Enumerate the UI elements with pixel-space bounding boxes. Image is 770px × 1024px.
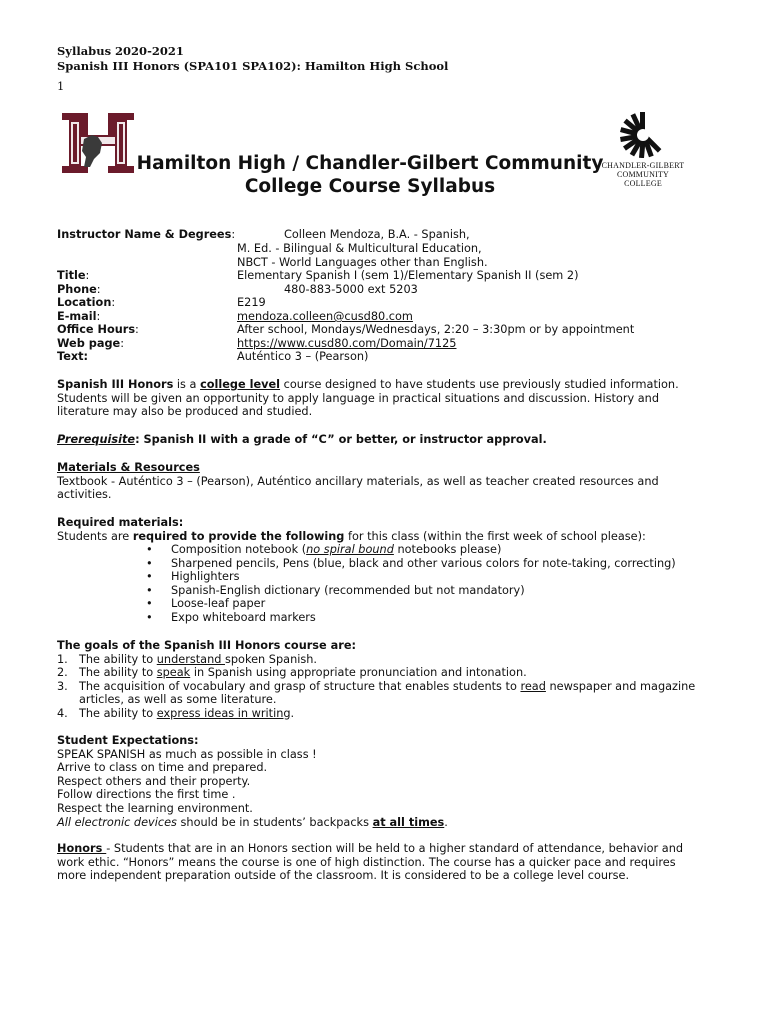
honors-section — [57, 842, 697, 883]
expectation-item: Arrive to class on time and prepared. — [57, 761, 268, 775]
prerequisite — [57, 433, 697, 447]
text-value: Auténtico 3 – (Pearson) — [237, 350, 369, 363]
goal3-underlined: read — [520, 679, 546, 693]
goal1-a: The ability to — [79, 652, 157, 666]
text-row — [57, 350, 88, 363]
item2: Sharpened pencils, Pens (blue, black and other various colors for note-taking, correcting) — [171, 556, 676, 570]
goal3-b: newspaper and magazine articles, as well as some literature. — [79, 679, 696, 707]
list-item — [57, 653, 697, 667]
expectations-section — [57, 734, 697, 829]
goals-heading: The goals of the Spanish III Honors course are: — [57, 639, 357, 652]
list-item — [57, 584, 697, 598]
expectations-heading: Student Expectations: — [57, 734, 199, 747]
college-level-text: college level — [200, 378, 281, 391]
expectation-item: Respect the learning environment. — [57, 801, 253, 815]
header-course-line: Spanish III Honors (SPA101 SPA102): Hamilton High School — [57, 59, 449, 73]
web-page-label: Web page — [57, 337, 121, 350]
email-label: E-mail — [57, 310, 97, 323]
expectation-item — [57, 816, 697, 830]
cgcc-emblem-icon — [618, 110, 668, 158]
phone-value: 480-883-5000 ext 5203 — [284, 283, 418, 296]
cgcc-logo — [598, 110, 688, 188]
title-label: Title — [57, 269, 86, 282]
devices-text: should be in students’ backpacks — [176, 815, 373, 829]
list-item — [57, 680, 697, 707]
course-title-value: Elementary Spanish I (sem 1)/Elementary Spanish II (sem 2) — [237, 269, 579, 282]
title-row: Title: — [57, 269, 90, 282]
course-description — [57, 378, 697, 419]
goal2-a: The ability to — [79, 666, 157, 680]
prerequisite-label: Prerequisite — [57, 433, 136, 446]
devices-emphasis: All electronic devices — [57, 815, 177, 829]
email-row: E-mail: — [57, 310, 101, 323]
goal-number: 1. — [57, 652, 68, 666]
required-intro — [57, 530, 697, 544]
materials-text: Textbook - Auténtico 3 – (Pearson), Auténtico ancillary materials, as well as teacher created resources and activities. — [57, 474, 659, 502]
goal4-underlined: express ideas in writing — [156, 706, 291, 720]
goal-number: 3. — [57, 679, 68, 693]
location-label: Location — [57, 296, 112, 309]
hamilton-h-logo — [62, 113, 134, 176]
web-page-link[interactable]: https://www.cusd80.com/Domain/7125 — [237, 337, 457, 350]
goal3-a: The acquisition of vocabulary and grasp of structure that enables students to — [79, 679, 521, 693]
instructor-degree-3: NBCT - World Languages other than English. — [237, 256, 488, 269]
instructor-name-row: Instructor Name & Degrees: — [57, 228, 236, 241]
goal1-underlined: understand — [156, 652, 225, 666]
office-hours-value: After school, Mondays/Wednesdays, 2:20 – 3:30pm or by appointment — [237, 323, 635, 336]
goal1-b: spoken Spanish. — [225, 652, 318, 666]
honors-label: Honors — [57, 842, 107, 855]
list-item — [57, 666, 697, 680]
document-header — [57, 44, 448, 74]
web-page-row: Web page: — [57, 337, 125, 350]
office-hours-row: Office Hours: — [57, 323, 139, 336]
course-description-rest: course designed to have students use previously studied information. Students will be given an opportunity to apply language in practical situations and discussion. History and literature may also be produced and studied. — [57, 378, 679, 419]
required-list — [139, 543, 697, 624]
item6: Expo whiteboard markers — [171, 610, 316, 624]
goal-number: 2. — [57, 666, 68, 680]
expectation-item: Respect others and their property. — [57, 774, 251, 788]
page-number: 1 — [57, 79, 65, 93]
list-item — [57, 597, 697, 611]
location-row: Location: — [57, 296, 116, 309]
goals-list — [57, 653, 697, 721]
materials-section — [57, 461, 697, 502]
list-item — [57, 707, 697, 721]
office-hours-label: Office Hours — [57, 323, 136, 336]
required-materials-section — [57, 516, 697, 624]
instructor-name-label: Instructor Name & Degrees — [57, 228, 232, 241]
page-title — [130, 152, 610, 198]
expectation-item: SPEAK SPANISH as much as possible in class ! — [57, 747, 317, 761]
expectation-item: Follow directions the first time . — [57, 788, 236, 802]
instructor-degree-2: M. Ed. - Bilingual & Multicultural Education, — [237, 242, 482, 255]
goal2-underlined: speak — [156, 666, 191, 680]
item3: Highlighters — [171, 570, 240, 584]
goals-section — [57, 639, 697, 720]
phone-label: Phone — [57, 283, 97, 296]
list-item — [57, 543, 697, 557]
goal4-a: The ability to — [79, 706, 157, 720]
title-line-2: College Course Syllabus — [244, 176, 496, 197]
required-intro-a: Students are — [57, 529, 133, 543]
required-heading: Required materials: — [57, 516, 184, 529]
phone-row: Phone: — [57, 283, 101, 296]
header-syllabus-year: Syllabus 2020-2021 — [57, 44, 184, 58]
cgcc-name-line2: COMMUNITY COLLEGE — [616, 170, 670, 188]
item1-a: Composition notebook ( — [171, 543, 307, 557]
list-item — [57, 570, 697, 584]
devices-end: . — [444, 815, 448, 829]
location-value: E219 — [237, 296, 266, 309]
goal-number: 4. — [57, 706, 68, 720]
item5: Loose-leaf paper — [171, 597, 266, 611]
goal2-b: in Spanish using appropriate pronunciation and intonation. — [190, 666, 527, 680]
materials-heading: Materials & Resources — [57, 461, 200, 474]
title-line-1: Hamilton High / Chandler-Gilbert Community — [136, 153, 604, 174]
required-intro-bold: required to provide the following — [132, 529, 345, 543]
item4: Spanish-English dictionary (recommended but not mandatory) — [171, 583, 525, 597]
list-item — [57, 557, 697, 571]
text-label: Text: — [57, 350, 89, 363]
at-all-times-text: at all times — [372, 815, 445, 829]
prerequisite-text: : Spanish II with a grade of “C” or better, or instructor approval. — [135, 433, 547, 446]
course-is-a: is a — [173, 378, 201, 391]
required-intro-b: for this class (within the first week of school please): — [344, 529, 646, 543]
item1-emphasis: no spiral bound — [306, 543, 394, 557]
honors-text: - Students that are in an Honors section will be held to a higher standard of attendance, behavior and work ethic. “Honors” means the course is one of high distinction. The course has a quicker pace and requires more independent preparation outside of the classroom. It is considered to be a college level course. — [57, 842, 684, 883]
goal4-b: . — [290, 706, 295, 720]
email-link[interactable]: mendoza.colleen@cusd80.com — [237, 310, 413, 323]
cgcc-name-line1: CHANDLER-GILBERT — [601, 161, 685, 170]
course-name: Spanish III Honors — [57, 378, 174, 391]
instructor-name-value: Colleen Mendoza, B.A. - Spanish, — [284, 228, 470, 241]
list-item — [57, 611, 697, 625]
item1-b: notebooks please) — [393, 543, 502, 557]
